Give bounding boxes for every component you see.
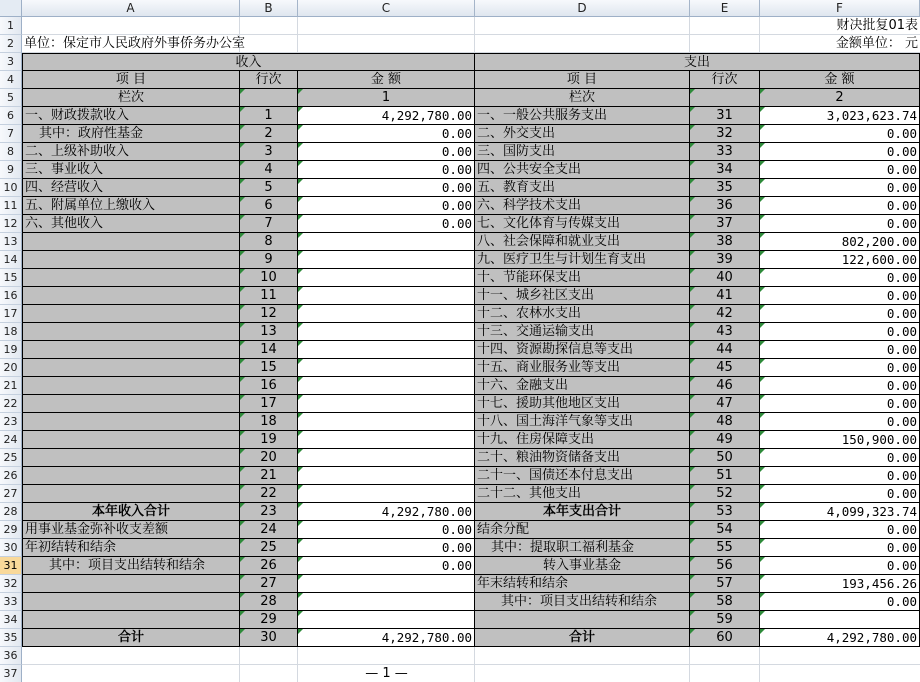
income-line-cell[interactable]: 10 bbox=[240, 269, 298, 287]
expense-item-cell[interactable]: 二十一、国债还本付息支出 bbox=[475, 467, 690, 485]
expense-amount-cell[interactable]: 0.00 bbox=[760, 179, 920, 197]
expense-line-blank[interactable] bbox=[690, 89, 760, 107]
income-item-cell[interactable]: 本年收入合计 bbox=[22, 503, 240, 521]
expense-item-cell[interactable]: 转入事业基金 bbox=[475, 557, 690, 575]
income-item-cell[interactable]: 其中：项目支出结转和结余 bbox=[22, 557, 240, 575]
income-amount-cell[interactable] bbox=[298, 449, 475, 467]
income-colnum-label[interactable]: 栏次 bbox=[22, 89, 240, 107]
row-header-29[interactable]: 29 bbox=[0, 521, 22, 539]
income-amount-cell[interactable]: 0.00 bbox=[298, 521, 475, 539]
expense-line-cell[interactable]: 51 bbox=[690, 467, 760, 485]
income-amount-cell[interactable]: 0.00 bbox=[298, 197, 475, 215]
row-header-16[interactable]: 16 bbox=[0, 287, 22, 305]
expense-line-cell[interactable]: 55 bbox=[690, 539, 760, 557]
income-item-cell[interactable] bbox=[22, 269, 240, 287]
expense-amount-cell[interactable]: 802,200.00 bbox=[760, 233, 920, 251]
income-line-cell[interactable]: 29 bbox=[240, 611, 298, 629]
expense-amount-cell[interactable]: 3,023,623.74 bbox=[760, 107, 920, 125]
income-line-cell[interactable]: 8 bbox=[240, 233, 298, 251]
expense-amount-cell[interactable]: 4,292,780.00 bbox=[760, 629, 920, 647]
expense-item-cell[interactable]: 其中：提取职工福利基金 bbox=[475, 539, 690, 557]
expense-line-header[interactable]: 行次 bbox=[690, 71, 760, 89]
expense-line-cell[interactable]: 34 bbox=[690, 161, 760, 179]
income-item-header[interactable]: 项 目 bbox=[22, 71, 240, 89]
income-item-cell[interactable]: 三、事业收入 bbox=[22, 161, 240, 179]
expense-line-cell[interactable]: 35 bbox=[690, 179, 760, 197]
income-line-cell[interactable]: 15 bbox=[240, 359, 298, 377]
expense-line-cell[interactable]: 59 bbox=[690, 611, 760, 629]
expense-item-cell[interactable]: 本年支出合计 bbox=[475, 503, 690, 521]
income-item-cell[interactable] bbox=[22, 431, 240, 449]
expense-amount-cell[interactable]: 0.00 bbox=[760, 359, 920, 377]
row-header-36[interactable]: 36 bbox=[0, 647, 22, 665]
income-amount-cell[interactable] bbox=[298, 395, 475, 413]
income-line-header[interactable]: 行次 bbox=[240, 71, 298, 89]
income-item-cell[interactable] bbox=[22, 413, 240, 431]
expense-item-cell[interactable]: 三、国防支出 bbox=[475, 143, 690, 161]
expense-item-cell[interactable]: 十四、资源勘探信息等支出 bbox=[475, 341, 690, 359]
income-item-cell[interactable] bbox=[22, 485, 240, 503]
income-line-cell[interactable]: 3 bbox=[240, 143, 298, 161]
expense-colnum-label[interactable]: 栏次 bbox=[475, 89, 690, 107]
income-line-cell[interactable]: 1 bbox=[240, 107, 298, 125]
income-item-cell[interactable]: 用事业基金弥补收支差额 bbox=[22, 521, 240, 539]
income-item-cell[interactable] bbox=[22, 377, 240, 395]
expense-amount-cell[interactable]: 0.00 bbox=[760, 341, 920, 359]
expense-item-cell[interactable]: 五、教育支出 bbox=[475, 179, 690, 197]
column-header-a[interactable]: A bbox=[22, 0, 240, 17]
income-line-cell[interactable]: 14 bbox=[240, 341, 298, 359]
expense-item-cell[interactable]: 六、科学技术支出 bbox=[475, 197, 690, 215]
income-line-cell[interactable]: 26 bbox=[240, 557, 298, 575]
income-line-cell[interactable]: 4 bbox=[240, 161, 298, 179]
income-line-cell[interactable]: 21 bbox=[240, 467, 298, 485]
income-line-cell[interactable]: 27 bbox=[240, 575, 298, 593]
row-header-5[interactable]: 5 bbox=[0, 89, 22, 107]
income-item-cell[interactable] bbox=[22, 305, 240, 323]
row-header-26[interactable]: 26 bbox=[0, 467, 22, 485]
expense-amount-cell[interactable]: 0.00 bbox=[760, 557, 920, 575]
income-line-cell[interactable]: 24 bbox=[240, 521, 298, 539]
row-header-21[interactable]: 21 bbox=[0, 377, 22, 395]
row-header-2[interactable]: 2 bbox=[0, 35, 22, 53]
row-header-10[interactable]: 10 bbox=[0, 179, 22, 197]
page-number: — 1 — bbox=[365, 666, 408, 681]
row-header-17[interactable]: 17 bbox=[0, 305, 22, 323]
expense-line-cell[interactable]: 37 bbox=[690, 215, 760, 233]
row-header-11[interactable]: 11 bbox=[0, 197, 22, 215]
income-item-cell[interactable] bbox=[22, 287, 240, 305]
income-item-cell[interactable]: 六、其他收入 bbox=[22, 215, 240, 233]
expense-item-cell[interactable]: 十一、城乡社区支出 bbox=[475, 287, 690, 305]
income-amount-cell[interactable] bbox=[298, 251, 475, 269]
column-header-b[interactable]: B bbox=[240, 0, 298, 17]
column-header-f[interactable]: F bbox=[760, 0, 920, 17]
expense-line-cell[interactable]: 53 bbox=[690, 503, 760, 521]
expense-line-cell[interactable]: 58 bbox=[690, 593, 760, 611]
expense-line-cell[interactable]: 42 bbox=[690, 305, 760, 323]
income-line-cell[interactable]: 13 bbox=[240, 323, 298, 341]
expense-amount-cell[interactable]: 0.00 bbox=[760, 269, 920, 287]
expense-amount-cell[interactable]: 0.00 bbox=[760, 143, 920, 161]
income-item-cell[interactable] bbox=[22, 233, 240, 251]
income-item-cell[interactable]: 合计 bbox=[22, 629, 240, 647]
column-header-e[interactable]: E bbox=[690, 0, 760, 17]
income-section-header[interactable]: 收入 bbox=[22, 53, 475, 71]
expense-item-cell[interactable]: 九、医疗卫生与计划生育支出 bbox=[475, 251, 690, 269]
income-amount-cell[interactable]: 0.00 bbox=[298, 179, 475, 197]
expense-amount-cell[interactable]: 0.00 bbox=[760, 395, 920, 413]
expense-section-header[interactable]: 支出 bbox=[475, 53, 920, 71]
income-amount-cell[interactable] bbox=[298, 359, 475, 377]
column-header-c[interactable]: C bbox=[298, 0, 475, 17]
expense-item-header[interactable]: 项 目 bbox=[475, 71, 690, 89]
expense-amount-cell[interactable]: 4,099,323.74 bbox=[760, 503, 920, 521]
expense-item-cell[interactable]: 一、一般公共服务支出 bbox=[475, 107, 690, 125]
expense-amount-cell[interactable]: 0.00 bbox=[760, 377, 920, 395]
expense-item-cell[interactable]: 八、社会保障和就业支出 bbox=[475, 233, 690, 251]
row-header-33[interactable]: 33 bbox=[0, 593, 22, 611]
income-amount-cell[interactable] bbox=[298, 611, 475, 629]
income-line-cell[interactable]: 7 bbox=[240, 215, 298, 233]
income-amount-cell[interactable] bbox=[298, 413, 475, 431]
expense-line-cell[interactable]: 40 bbox=[690, 269, 760, 287]
income-amount-cell[interactable] bbox=[298, 431, 475, 449]
expense-line-cell[interactable]: 57 bbox=[690, 575, 760, 593]
expense-amount-cell[interactable]: 193,456.26 bbox=[760, 575, 920, 593]
row-header-28[interactable]: 28 bbox=[0, 503, 22, 521]
expense-line-cell[interactable]: 36 bbox=[690, 197, 760, 215]
expense-item-cell[interactable]: 其中：项目支出结转和结余 bbox=[475, 593, 690, 611]
expense-amount-cell[interactable]: 0.00 bbox=[760, 161, 920, 179]
column-header-d[interactable]: D bbox=[475, 0, 690, 17]
income-item-cell[interactable]: 年初结转和结余 bbox=[22, 539, 240, 557]
row-header-31[interactable]: 31 bbox=[0, 557, 22, 575]
expense-line-cell[interactable]: 41 bbox=[690, 287, 760, 305]
expense-line-cell[interactable]: 52 bbox=[690, 485, 760, 503]
expense-item-cell[interactable]: 十、节能环保支出 bbox=[475, 269, 690, 287]
income-amount-cell[interactable] bbox=[298, 485, 475, 503]
row-header-30[interactable]: 30 bbox=[0, 539, 22, 557]
expense-item-cell[interactable]: 十二、农林水支出 bbox=[475, 305, 690, 323]
expense-item-cell[interactable] bbox=[475, 611, 690, 629]
expense-item-cell[interactable]: 十六、金融支出 bbox=[475, 377, 690, 395]
expense-line-cell[interactable]: 43 bbox=[690, 323, 760, 341]
expense-item-cell[interactable]: 十三、交通运输支出 bbox=[475, 323, 690, 341]
income-line-cell[interactable]: 18 bbox=[240, 413, 298, 431]
expense-line-cell[interactable]: 33 bbox=[690, 143, 760, 161]
income-item-cell[interactable]: 四、经营收入 bbox=[22, 179, 240, 197]
expense-line-cell[interactable]: 38 bbox=[690, 233, 760, 251]
income-item-cell[interactable] bbox=[22, 611, 240, 629]
row-header-13[interactable]: 13 bbox=[0, 233, 22, 251]
expense-amount-cell[interactable]: 0.00 bbox=[760, 485, 920, 503]
income-amount-cell[interactable]: 0.00 bbox=[298, 125, 475, 143]
income-item-cell[interactable] bbox=[22, 575, 240, 593]
expense-item-cell[interactable]: 十九、住房保障支出 bbox=[475, 431, 690, 449]
expense-item-cell[interactable]: 七、文化体育与传媒支出 bbox=[475, 215, 690, 233]
expense-line-cell[interactable]: 31 bbox=[690, 107, 760, 125]
expense-amount-cell[interactable]: 0.00 bbox=[760, 305, 920, 323]
income-line-cell[interactable]: 30 bbox=[240, 629, 298, 647]
income-amount-cell[interactable]: 4,292,780.00 bbox=[298, 503, 475, 521]
expense-amount-cell[interactable]: 0.00 bbox=[760, 593, 920, 611]
select-all-corner[interactable] bbox=[0, 0, 22, 17]
row-header-14[interactable]: 14 bbox=[0, 251, 22, 269]
expense-line-cell[interactable]: 54 bbox=[690, 521, 760, 539]
income-line-cell[interactable]: 22 bbox=[240, 485, 298, 503]
unit-label[interactable]: 单位：保定市人民政府外事侨务办公室 bbox=[24, 36, 246, 51]
row-header-19[interactable]: 19 bbox=[0, 341, 22, 359]
expense-amount-cell[interactable] bbox=[760, 611, 920, 629]
currency-label[interactable]: 金额单位： 元 bbox=[835, 36, 918, 51]
expense-amount-cell[interactable]: 0.00 bbox=[760, 539, 920, 557]
income-item-cell[interactable]: 其中：政府性基金 bbox=[22, 125, 240, 143]
income-amount-cell[interactable]: 0.00 bbox=[298, 539, 475, 557]
income-amount-cell[interactable] bbox=[298, 323, 475, 341]
row-header-20[interactable]: 20 bbox=[0, 359, 22, 377]
row-header-12[interactable]: 12 bbox=[0, 215, 22, 233]
income-item-cell[interactable] bbox=[22, 593, 240, 611]
row-header-23[interactable]: 23 bbox=[0, 413, 22, 431]
expense-line-cell[interactable]: 50 bbox=[690, 449, 760, 467]
expense-item-cell[interactable]: 结余分配 bbox=[475, 521, 690, 539]
income-item-cell[interactable] bbox=[22, 467, 240, 485]
income-amount-cell[interactable]: 4,292,780.00 bbox=[298, 107, 475, 125]
income-line-cell[interactable]: 11 bbox=[240, 287, 298, 305]
income-amount-cell[interactable] bbox=[298, 377, 475, 395]
expense-line-cell[interactable]: 56 bbox=[690, 557, 760, 575]
expense-amount-cell[interactable]: 0.00 bbox=[760, 323, 920, 341]
income-item-cell[interactable] bbox=[22, 359, 240, 377]
income-amount-cell[interactable] bbox=[298, 341, 475, 359]
expense-line-cell[interactable]: 48 bbox=[690, 413, 760, 431]
income-item-cell[interactable]: 二、上级补助收入 bbox=[22, 143, 240, 161]
expense-amount-cell[interactable]: 122,600.00 bbox=[760, 251, 920, 269]
income-amount-cell[interactable] bbox=[298, 467, 475, 485]
income-amount-cell[interactable] bbox=[298, 575, 475, 593]
income-line-cell[interactable]: 6 bbox=[240, 197, 298, 215]
income-amount-cell[interactable]: 4,292,780.00 bbox=[298, 629, 475, 647]
income-line-cell[interactable]: 28 bbox=[240, 593, 298, 611]
expense-item-cell[interactable]: 二十二、其他支出 bbox=[475, 485, 690, 503]
expense-item-cell[interactable]: 二、外交支出 bbox=[475, 125, 690, 143]
expense-line-cell[interactable]: 45 bbox=[690, 359, 760, 377]
row-header-32[interactable]: 32 bbox=[0, 575, 22, 593]
expense-item-cell[interactable]: 合计 bbox=[475, 629, 690, 647]
row-header-7[interactable]: 7 bbox=[0, 125, 22, 143]
row-header-24[interactable]: 24 bbox=[0, 431, 22, 449]
expense-line-cell[interactable]: 47 bbox=[690, 395, 760, 413]
income-line-cell[interactable]: 23 bbox=[240, 503, 298, 521]
income-amount-cell[interactable]: 0.00 bbox=[298, 161, 475, 179]
income-amount-cell[interactable] bbox=[298, 305, 475, 323]
expense-amount-cell[interactable]: 0.00 bbox=[760, 449, 920, 467]
expense-item-cell[interactable]: 二十、粮油物资储备支出 bbox=[475, 449, 690, 467]
expense-amount-cell[interactable]: 0.00 bbox=[760, 521, 920, 539]
expense-line-cell[interactable]: 49 bbox=[690, 431, 760, 449]
row-header-25[interactable]: 25 bbox=[0, 449, 22, 467]
income-amount-cell[interactable] bbox=[298, 233, 475, 251]
income-item-cell[interactable] bbox=[22, 341, 240, 359]
income-line-cell[interactable]: 12 bbox=[240, 305, 298, 323]
income-line-cell[interactable]: 20 bbox=[240, 449, 298, 467]
row-header-1[interactable]: 1 bbox=[0, 17, 22, 35]
income-line-cell[interactable]: 16 bbox=[240, 377, 298, 395]
expense-line-cell[interactable]: 60 bbox=[690, 629, 760, 647]
income-item-cell[interactable]: 一、财政拨款收入 bbox=[22, 107, 240, 125]
expense-amount-cell[interactable]: 0.00 bbox=[760, 215, 920, 233]
expense-item-cell[interactable]: 四、公共安全支出 bbox=[475, 161, 690, 179]
income-item-cell[interactable] bbox=[22, 395, 240, 413]
row-header-34[interactable]: 34 bbox=[0, 611, 22, 629]
expense-line-cell[interactable]: 32 bbox=[690, 125, 760, 143]
income-item-cell[interactable] bbox=[22, 251, 240, 269]
income-item-cell[interactable] bbox=[22, 449, 240, 467]
row-header-6[interactable]: 6 bbox=[0, 107, 22, 125]
form-number[interactable]: 财决批复01表 bbox=[836, 18, 918, 33]
income-item-cell[interactable]: 五、附属单位上缴收入 bbox=[22, 197, 240, 215]
expense-item-cell[interactable]: 年末结转和结余 bbox=[475, 575, 690, 593]
income-item-cell[interactable] bbox=[22, 323, 240, 341]
income-amount-cell[interactable] bbox=[298, 269, 475, 287]
income-line-cell[interactable]: 9 bbox=[240, 251, 298, 269]
income-line-cell[interactable]: 17 bbox=[240, 395, 298, 413]
expense-amount-cell[interactable]: 0.00 bbox=[760, 467, 920, 485]
expense-amount-cell[interactable]: 0.00 bbox=[760, 125, 920, 143]
income-amount-cell[interactable] bbox=[298, 593, 475, 611]
row-header-37[interactable]: 37 bbox=[0, 665, 22, 682]
expense-amount-cell[interactable]: 150,900.00 bbox=[760, 431, 920, 449]
row-header-4[interactable]: 4 bbox=[0, 71, 22, 89]
row-header-15[interactable]: 15 bbox=[0, 269, 22, 287]
row-header-9[interactable]: 9 bbox=[0, 161, 22, 179]
row-header-35[interactable]: 35 bbox=[0, 629, 22, 647]
expense-item-cell[interactable]: 十五、商业服务业等支出 bbox=[475, 359, 690, 377]
income-colnum[interactable]: 1 bbox=[298, 89, 475, 107]
expense-item-cell[interactable]: 十八、国土海洋气象等支出 bbox=[475, 413, 690, 431]
row-header-22[interactable]: 22 bbox=[0, 395, 22, 413]
expense-amount-cell[interactable]: 0.00 bbox=[760, 413, 920, 431]
income-line-cell[interactable]: 19 bbox=[240, 431, 298, 449]
expense-item-cell[interactable]: 十七、援助其他地区支出 bbox=[475, 395, 690, 413]
income-amount-cell[interactable]: 0.00 bbox=[298, 215, 475, 233]
expense-amount-header[interactable]: 金 额 bbox=[760, 71, 920, 89]
income-line-cell[interactable]: 2 bbox=[240, 125, 298, 143]
expense-line-cell[interactable]: 46 bbox=[690, 377, 760, 395]
income-line-blank[interactable] bbox=[240, 89, 298, 107]
row-header-18[interactable]: 18 bbox=[0, 323, 22, 341]
row-header-8[interactable]: 8 bbox=[0, 143, 22, 161]
expense-line-cell[interactable]: 44 bbox=[690, 341, 760, 359]
expense-amount-cell[interactable]: 0.00 bbox=[760, 287, 920, 305]
income-amount-cell[interactable] bbox=[298, 287, 475, 305]
income-amount-cell[interactable]: 0.00 bbox=[298, 557, 475, 575]
expense-line-cell[interactable]: 39 bbox=[690, 251, 760, 269]
row-header-27[interactable]: 27 bbox=[0, 485, 22, 503]
income-line-cell[interactable]: 25 bbox=[240, 539, 298, 557]
row-header-3[interactable]: 3 bbox=[0, 53, 22, 71]
income-amount-cell[interactable]: 0.00 bbox=[298, 143, 475, 161]
income-amount-header[interactable]: 金 额 bbox=[298, 71, 475, 89]
income-line-cell[interactable]: 5 bbox=[240, 179, 298, 197]
expense-colnum[interactable]: 2 bbox=[760, 89, 920, 107]
expense-amount-cell[interactable]: 0.00 bbox=[760, 197, 920, 215]
